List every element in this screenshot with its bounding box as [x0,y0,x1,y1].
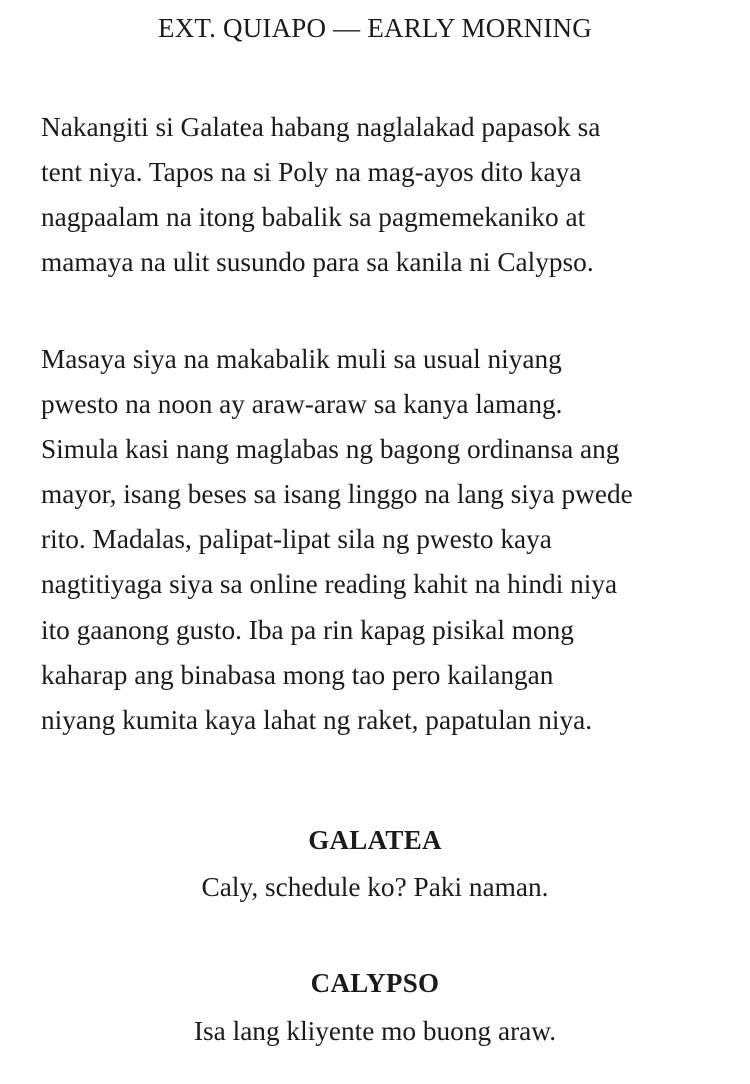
paragraph-line: kaharap ang binabasa mong tao pero kailangan [41,659,554,690]
character-name: GALATEA [308,825,442,855]
scene-heading: EXT. QUIAPO — EARLY MORNING [158,13,592,43]
paragraph-line: mayor, isang beses sa isang linggo na lang siya pwede [41,479,633,510]
dialogue-line: Caly, schedule ko? Paki naman. [201,872,549,902]
paragraph-line: pwesto na noon ay araw-araw sa kanya lamang. [41,389,563,420]
dialogue-line: Isa lang kliyente mo buong araw. [193,1016,557,1046]
paragraph-line: Simula kasi nang maglabas ng bagong ordinansa ang [41,434,620,465]
action-paragraph [41,337,731,743]
paragraph-line: ito gaanong gusto. Iba pa rin kapag pisikal mong [41,614,574,645]
paragraph-line: Nakangiti si Galatea habang naglalakad papasok sa [41,112,601,142]
paragraph-line: nagpaalam na itong babalik sa pagmemekaniko at [41,202,586,233]
paragraph-line: niyang kumita kaya lahat ng raket, papatulan niya. [41,704,593,735]
character-name: CALYPSO [310,968,440,998]
paragraph-line: tent niya. Tapos na si Poly na mag-ayos dito kaya [41,157,582,188]
paragraph-line: rito. Madalas, palipat-lipat sila ng pwesto kaya [41,524,552,555]
action-paragraph [41,105,731,285]
paragraph-line: Masaya siya na makabalik muli sa usual niyang [41,344,562,374]
paragraph-line: mamaya na ulit susundo para sa kanila ni Calypso. [41,247,594,278]
paragraph-line: nagtitiyaga siya sa online reading kahit na hindi niya [41,569,618,600]
